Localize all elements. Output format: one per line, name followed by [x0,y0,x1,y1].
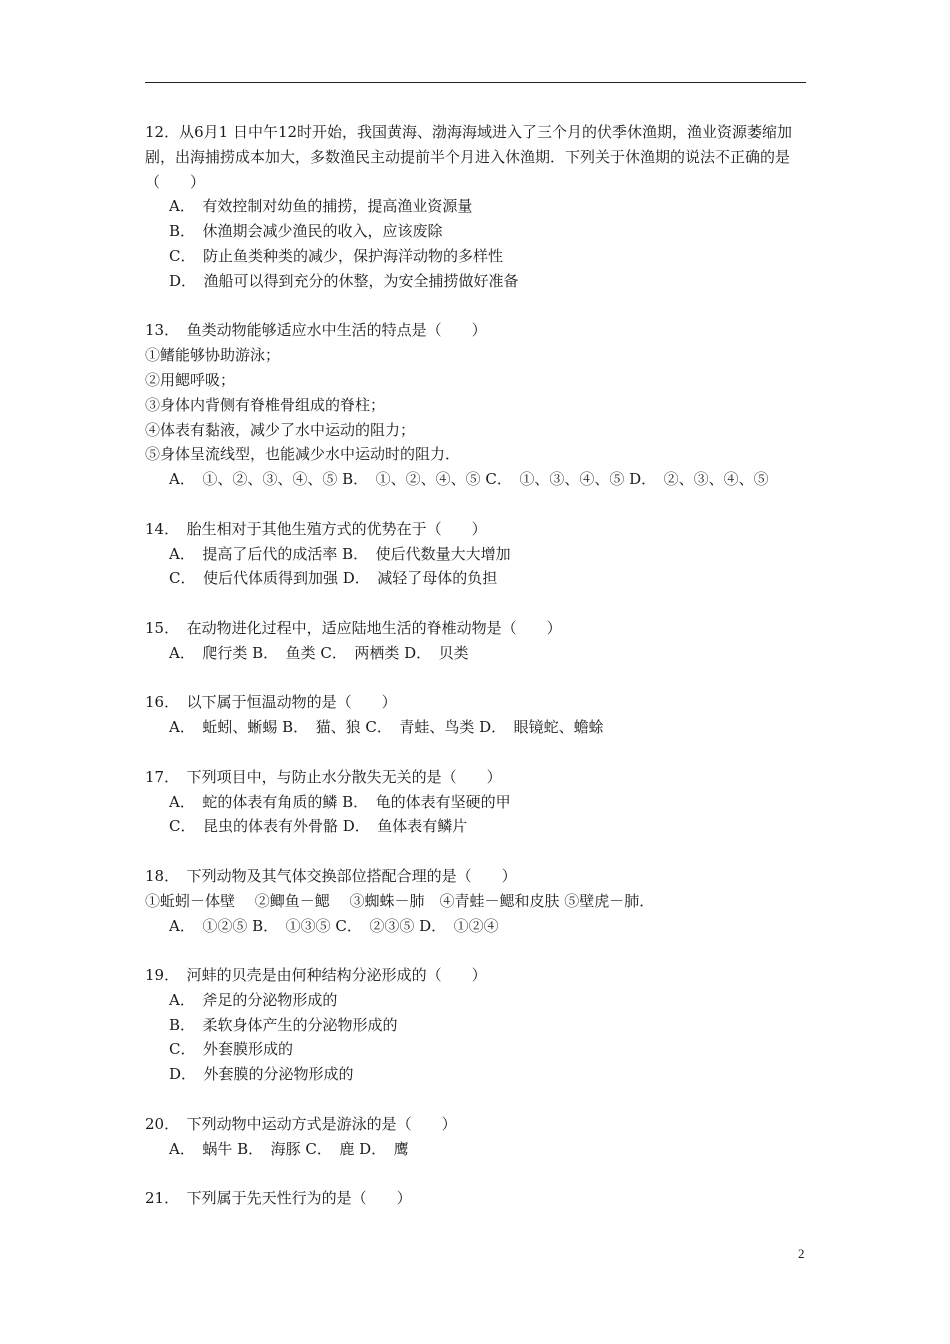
option-c: C． 外套膜形成的 [169,1040,293,1059]
options-line: A． ①②⑤ B． ①③⑤ C． ②③⑤ D． ①②④ [169,916,499,935]
options-line: A． 爬行类 B． 鱼类 C． 两栖类 D． 贝类 [169,643,469,662]
options-line: A． 蛇的体表有角质的鳞 B． 龟的体表有坚硬的甲 [169,792,511,811]
option-d: D． 外套膜的分泌物形成的 [169,1065,354,1084]
question-stem: 19． 河蚌的贝壳是由何种结构分泌形成的（ ） [145,966,487,985]
statement-line: ①蚯蚓－体壁 ②鲫鱼－鳃 ③蜘蛛－肺 ④青蛙－鳃和皮肤 ⑤壁虎－肺． [145,891,655,910]
statement-line: ①鳍能够协助游泳； [145,346,281,365]
option-b: B． 休渔期会减少渔民的收入，应该废除 [169,222,443,241]
page-number: 2 [798,1246,805,1261]
option-b: B． 柔软身体产生的分泌物形成的 [169,1015,398,1034]
statement-line: ④体表有黏液，减少了水中运动的阻力； [145,420,416,439]
question-stem: 16． 以下属于恒温动物的是（ ） [145,693,397,712]
question-17 [145,765,810,839]
options-line: A． 提高了后代的成活率 B． 使后代数量大大增加 [169,544,511,563]
question-stem: 15． 在动物进化过程中，适应陆地生活的脊椎动物是（ ） [145,618,562,637]
question-20 [145,1112,810,1162]
option-d: D． 渔船可以得到充分的休整，为安全捕捞做好准备 [169,271,519,290]
question-stem: 13． 鱼类动物能够适应水中生活的特点是（ ） [145,321,487,340]
options-line: A． ①、②、③、④、⑤ B． ①、②、④、⑤ C． ①、③、④、⑤ D． ②、③、④、⑤ [169,470,769,489]
question-13 [145,318,810,492]
question-12 [145,120,810,294]
question-15 [145,616,810,666]
statement-line: ⑤身体呈流线型，也能减少水中运动时的阻力． [145,445,461,464]
option-a: A． 斧足的分泌物形成的 [169,990,338,1009]
statement-line: ②用鳃呼吸； [145,370,236,389]
option-c: C． 防止鱼类种类的减少，保护海洋动物的多样性 [169,246,503,265]
question-stem: 14． 胎生相对于其他生殖方式的优势在于（ ） [145,519,487,538]
question-18 [145,864,810,938]
options-line: A． 蚯蚓、蜥蜴 B． 猫、狼 C． 青蛙、鸟类 D． 眼镜蛇、蟾蜍 [169,718,604,737]
option-a: A． 有效控制对幼鱼的捕捞，提高渔业资源量 [169,197,473,216]
question-14 [145,517,810,591]
options-line: C． 使后代体质得到加强 D． 减轻了母体的负担 [169,569,498,588]
options-line: A． 蜗牛 B． 海豚 C． 鹿 D． 鹰 [169,1139,409,1158]
question-stem: 18． 下列动物及其气体交换部位搭配合理的是（ ） [145,866,517,885]
question-stem: 17． 下列项目中，与防止水分散失无关的是（ ） [145,767,502,786]
question-16 [145,690,810,740]
question-stem: 21． 下列属于先天性行为的是（ ） [145,1189,412,1208]
question-21 [145,1186,810,1211]
header-rule [145,82,806,83]
question-stem: 20． 下列动物中运动方式是游泳的是（ ） [145,1114,457,1133]
options-line: C． 昆虫的体表有外骨骼 D． 鱼体表有鳞片 [169,817,468,836]
document-body [145,120,810,1236]
statement-line: ③身体内背侧有脊椎骨组成的脊柱； [145,395,386,414]
question-19 [145,963,810,1087]
question-stem: 12．从6月1 日中午12时开始，我国黄海、渤海海域进入了三个月的伏季休渔期，渔业资源萎缩加剧，出海捕捞成本加大，多数渔民主动提前半个月进入休渔期．下列关于休渔期的说法不正确的是（ ） [145,123,793,191]
